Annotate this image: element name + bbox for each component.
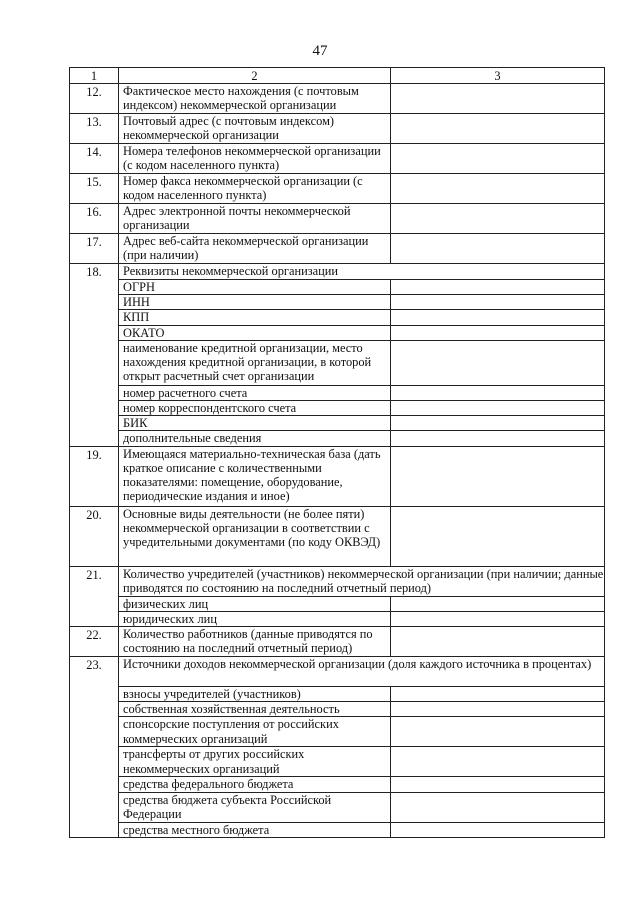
row-value-field[interactable] <box>391 506 605 566</box>
subrow-value-field[interactable] <box>391 611 605 626</box>
subrow-label: ОКАТО <box>119 325 391 340</box>
table-row-15 <box>70 174 605 204</box>
subrow-value-field[interactable] <box>391 822 605 837</box>
subrow-label: взносы учредителей (участников) <box>119 686 391 701</box>
table-subrow <box>70 400 605 415</box>
subrow-label: физических лиц <box>119 596 391 611</box>
table-subrow <box>70 792 605 822</box>
table-row-19 <box>70 446 605 506</box>
row-value-field[interactable] <box>391 446 605 506</box>
table-row-12 <box>70 84 605 114</box>
row-label: Основные виды деятельности (не более пяти) некоммерческой организации в соответствии с учредительными документами (по коду ОКВЭД) <box>119 506 391 566</box>
subrow-label: собственная хозяйственная деятельность <box>119 702 391 717</box>
subrow-value-field[interactable] <box>391 686 605 701</box>
table-subrow <box>70 717 605 747</box>
row-number: 12. <box>70 84 119 114</box>
subrow-value-field[interactable] <box>391 702 605 717</box>
table-header-row <box>70 68 605 84</box>
table-subrow <box>70 777 605 792</box>
table-subrow <box>70 310 605 325</box>
table-row-14 <box>70 144 605 174</box>
row-value-field[interactable] <box>391 114 605 144</box>
subrow-label: КПП <box>119 310 391 325</box>
subrow-label: наименование кредитной организации, место нахождения кредитной организации, в которой открыт расчетный счет организации <box>119 340 391 385</box>
page-number: 47 <box>312 43 328 59</box>
row-number: 15. <box>70 174 119 204</box>
subrow-value-field[interactable] <box>391 792 605 822</box>
subrow-value-field[interactable] <box>391 385 605 400</box>
table-row-17 <box>70 234 605 264</box>
row-label: Фактическое место нахождения (с почтовым индексом) некоммерческой организации <box>119 84 391 114</box>
table-row-22 <box>70 626 605 656</box>
header-col-3: 3 <box>391 68 605 84</box>
subrow-value-field[interactable] <box>391 295 605 310</box>
row-value-field[interactable] <box>391 626 605 656</box>
table-subrow <box>70 295 605 310</box>
table-subrow <box>70 596 605 611</box>
row-number: 17. <box>70 234 119 264</box>
row-number: 21. <box>70 566 119 596</box>
subrow-value-field[interactable] <box>391 400 605 415</box>
table-subrow <box>70 686 605 701</box>
row-value-field[interactable] <box>391 204 605 234</box>
row-number: 22. <box>70 626 119 656</box>
subrow-value-field[interactable] <box>391 310 605 325</box>
subrow-label: юридических лиц <box>119 611 391 626</box>
row-value-field[interactable] <box>391 144 605 174</box>
subrow-value-field[interactable] <box>391 431 605 446</box>
row-label: Номера телефонов некоммерческой организации (с кодом населенного пункта) <box>119 144 391 174</box>
table-row-18 <box>70 264 605 280</box>
table-subrow <box>70 822 605 837</box>
subrow-value-field[interactable] <box>391 279 605 294</box>
table-subrow <box>70 702 605 717</box>
table-row-23 <box>70 656 605 686</box>
subrow-label: ОГРН <box>119 279 391 294</box>
row-number: 18. <box>70 264 119 280</box>
row-label: Почтовый адрес (с почтовым индексом) некоммерческой организации <box>119 114 391 144</box>
subrow-label: спонсорские поступления от российских коммерческих организаций <box>119 717 391 747</box>
table-subrow <box>70 416 605 431</box>
table-subrow <box>70 340 605 385</box>
row-label: Количество учредителей (участников) некоммерческой организации (при наличии; данные приводятся по состоянию на последний отчетный период) <box>119 566 605 596</box>
row-number: 19. <box>70 446 119 506</box>
row-label: Количество работников (данные приводятся по состоянию на последний отчетный период) <box>119 626 391 656</box>
subrow-value-field[interactable] <box>391 717 605 747</box>
subrow-label: БИК <box>119 416 391 431</box>
subrow-label: средства местного бюджета <box>119 822 391 837</box>
header-col-1: 1 <box>70 68 119 84</box>
subrow-label: номер корреспондентского счета <box>119 400 391 415</box>
subrow-label: трансферты от других российских некоммерческих организаций <box>119 747 391 777</box>
subrow-label: средства бюджета субъекта Российской Федерации <box>119 792 391 822</box>
table-subrow <box>70 431 605 446</box>
row-number: 16. <box>70 204 119 234</box>
row-value-field[interactable] <box>391 234 605 264</box>
row-label: Номер факса некоммерческой организации (с кодом населенного пункта) <box>119 174 391 204</box>
table-subrow <box>70 385 605 400</box>
row-number: 23. <box>70 656 119 686</box>
subrow-value-field[interactable] <box>391 747 605 777</box>
subrow-value-field[interactable] <box>391 416 605 431</box>
subrow-value-field[interactable] <box>391 325 605 340</box>
row-label: Реквизиты некоммерческой организации <box>119 264 605 280</box>
row-value-field[interactable] <box>391 174 605 204</box>
row-number: 13. <box>70 114 119 144</box>
row-number: 14. <box>70 144 119 174</box>
subrow-label: средства федерального бюджета <box>119 777 391 792</box>
subrow-label: ИНН <box>119 295 391 310</box>
subrow-label: номер расчетного счета <box>119 385 391 400</box>
table-row-20 <box>70 506 605 566</box>
row-number: 20. <box>70 506 119 566</box>
subrow-label: дополнительные сведения <box>119 431 391 446</box>
row-label: Имеющаяся материально-техническая база (дать краткое описание с количественными показателями: помещение, оборудование, периодические издания и иное) <box>119 446 391 506</box>
row-label: Адрес веб-сайта некоммерческой организации (при наличии) <box>119 234 391 264</box>
table-row-13 <box>70 114 605 144</box>
table-subrow <box>70 325 605 340</box>
row-value-field[interactable] <box>391 84 605 114</box>
table-subrow <box>70 747 605 777</box>
form-table <box>69 67 605 838</box>
subrow-value-field[interactable] <box>391 596 605 611</box>
table-subrow <box>70 611 605 626</box>
row-label: Источники доходов некоммерческой организации (доля каждого источника в процентах) <box>119 656 605 686</box>
header-col-2: 2 <box>119 68 391 84</box>
subrow-value-field[interactable] <box>391 777 605 792</box>
table-row-21 <box>70 566 605 596</box>
table-row-16 <box>70 204 605 234</box>
table-subrow <box>70 279 605 294</box>
subrow-value-field[interactable] <box>391 340 605 385</box>
row-label: Адрес электронной почты некоммерческой организации <box>119 204 391 234</box>
